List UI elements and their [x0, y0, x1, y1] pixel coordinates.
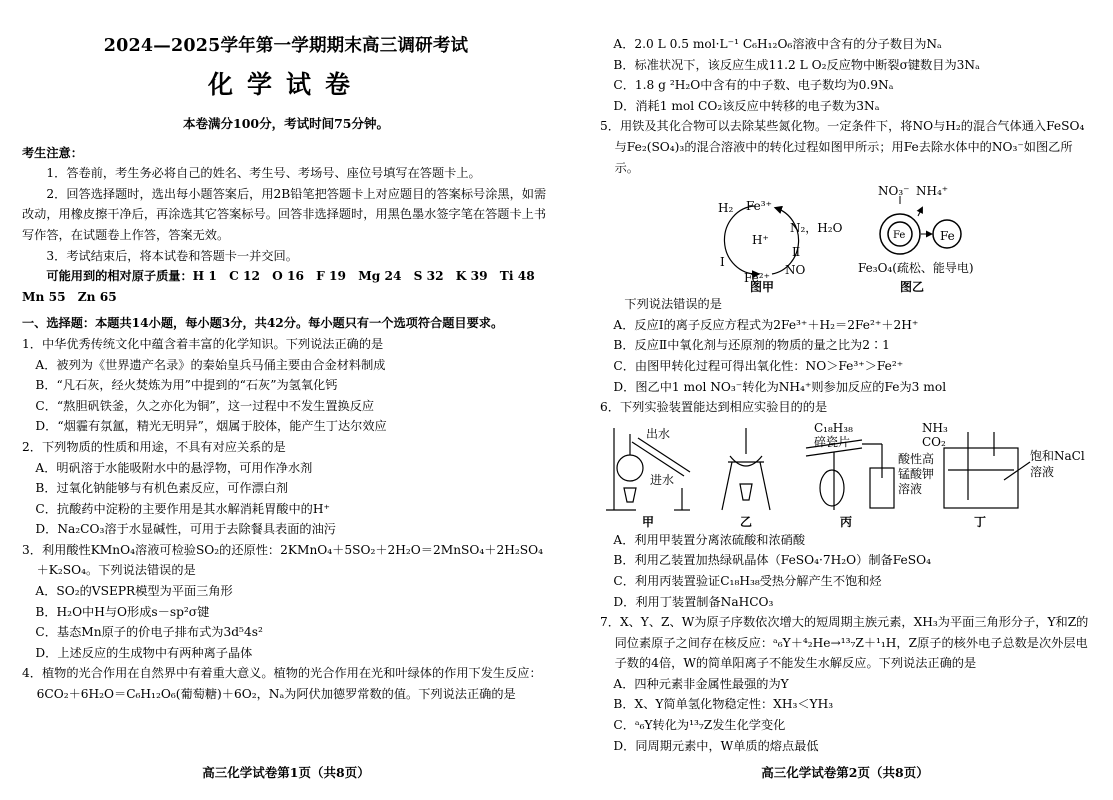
question-5-stem: 5．用铁及其化合物可以去除某些氮化物。一定条件下，将NO与H₂的混合气体通入FeSO₄与Fe₂(SO₄)₃的混合溶液中的转化过程如图甲所示；用Fe去除水体中的NO₃⁻如图乙所示。	[600, 119, 1085, 175]
question-4-option-b: B．标准状况下，该反应生成11.2 L O₂反应物中断裂σ键数目为3Nₐ	[613, 57, 980, 72]
section-title: 一、选择题：本题共14小题，每小题3分，共42分。每小题只有一个选项符合题目要求。	[22, 316, 504, 331]
question-7-option-c: C．ᵃ₆Y转化为¹³₇Z发生化学变化	[613, 718, 786, 733]
apparatus-ding	[944, 432, 1030, 508]
fig-jia-r2: Ⅱ	[792, 245, 801, 260]
label-bing: 丙	[840, 514, 853, 529]
label-nh3: NH₃	[922, 420, 948, 435]
label-ding: 丁	[974, 514, 987, 529]
notice-item-1: 1．答卷前，考生务必将自己的姓名、考生号、考场号、座位号填写在答题卡上。	[46, 166, 481, 181]
question-6-option-c: C．利用丙装置验证C₁₈H₃₈受热分解产生不饱和烃	[613, 573, 882, 588]
question-7-option-a: A．四种元素非金属性最强的为Y	[613, 676, 789, 691]
label-co2: CO₂	[922, 434, 946, 449]
figures-svg	[600, 178, 1090, 294]
question-3-stem: 3．利用酸性KMnO₄溶液可检验SO₂的还原性：2KMnO₄＋5SO₂＋2H₂O＝2MnSO₄＋2H₂SO₄＋K₂SO₄。下列说法错误的是	[22, 542, 543, 578]
fig-yi-nh4: NH₄⁺	[916, 184, 949, 199]
question-4-option-c: C．1.8 g ²H₂O中含有的中子数、电子数均为0.9Nₐ	[613, 78, 894, 93]
fig-yi-no3: NO₃⁻	[878, 184, 910, 199]
question-1-option-a: A．被列为《世界遗产名录》的秦始皇兵马俑主要由合金材料制成	[35, 357, 386, 372]
label-out-water: 出水	[646, 426, 671, 441]
notice-title: 考生注意：	[22, 145, 83, 160]
question-2-stem: 2．下列物质的性质和用途，不具有对应关系的是	[22, 439, 286, 454]
question-1-option-b: B．“凡石灰，经火焚炼为用”中提到的“石灰”为氢氧化钙	[35, 378, 338, 393]
label-in-water: 进水	[650, 472, 675, 487]
exam-title: 2024—2025学年第一学期期末高三调研考试	[103, 36, 469, 56]
page-1	[22, 0, 550, 800]
notice-item-2: 2．回答选择题时，选出每小题答案后，用2B铅笔把答题卡上对应题目的答案标号涂黑，如需改动，用橡皮擦干净后，再涂选其它答案标号。回答非选择题时，用黑色墨水签字笔在答题卡上书写作答，在试题卷上作答，答案无效。	[22, 186, 547, 242]
question-4-option-d: D．消耗1 mol CO₂该反应中转移的电子数为3Nₐ	[613, 98, 880, 113]
question-4-stem: 4．植物的光合作用在自然界中有着重大意义。植物的光合作用在光和叶绿体的作用下发生反应：6CO₂＋6H₂O＝C₆H₁₂O₆(葡萄糖)＋6O₂，Nₐ为阿伏加德罗常数的值。下列说法正确的是	[22, 666, 542, 702]
question-7-stem: 7．X、Y、Z、W为原子序数依次增大的短周期主族元素，XH₃为平面三角形分子，Y和Z的同位素原子之间存在核反应：ᵃ₆Y＋⁴₂He→¹³₇Z＋¹₁H，Z原子的核外电子总数是次外层电子数的4倍，W的简单阳离子不能发生水解反应。下列说法正确的是	[600, 615, 1089, 671]
fig-yi-note: Fe₃O₄(疏松、能导电)	[858, 261, 974, 276]
fig-jia-fe2: Fe²⁺	[744, 271, 770, 286]
fig-yi-fe-outer: Fe	[940, 229, 955, 244]
fig-jia-n2: N₂，H₂O	[790, 221, 843, 236]
fig-jia-h2: H₂	[718, 201, 734, 216]
question-6-apparatus	[600, 418, 1090, 530]
atomic-masses: 可能用到的相对原子质量：H 1 C 12 O 16 F 19 Mg 24 S 32 K 39 Ti 48 Mn 55 Zn 65	[22, 269, 547, 304]
question-5-option-a: A．反应Ⅰ的离子反应方程式为2Fe³⁺＋H₂＝2Fe²⁺＋2H⁺	[613, 317, 919, 332]
question-7-option-d: D．同周期元素中，W单质的熔点最低	[613, 738, 819, 753]
question-3-option-c: C．基态Mn原子的价电子排布式为3d⁵4s²	[35, 625, 263, 640]
fig-yi-fe-inner: Fe	[893, 230, 906, 242]
question-5-figures	[600, 178, 1090, 294]
fig-jia-no: NO	[785, 263, 806, 278]
question-5-option-d: D．图乙中1 mol NO₃⁻转化为NH₄⁺则参加反应的Fe为3 mol	[613, 379, 947, 394]
notice-item-3: 3．考试结束后，将本试卷和答题卡一并交回。	[46, 248, 298, 263]
question-4-option-a: A．2.0 L 0.5 mol·L⁻¹ C₆H₁₂O₆溶液中含有的分子数目为Nₐ	[613, 37, 942, 51]
paper-title: 化学试卷	[207, 70, 364, 99]
question-6-option-a: A．利用甲装置分离浓硫酸和浓硝酸	[613, 532, 806, 547]
exam-info: 本卷满分100分，考试时间75分钟。	[183, 116, 389, 131]
label-yi: 乙	[740, 514, 753, 529]
fig-jia-hplus: H⁺	[752, 233, 769, 248]
question-5-option-c: C．由图甲转化过程可得出氧化性：NO＞Fe³⁺＞Fe²⁺	[613, 358, 904, 373]
question-6-option-b: B．利用乙装置加热绿矾晶体（FeSO₄·7H₂O）制备FeSO₄	[613, 553, 931, 568]
fig-jia-r1: Ⅰ	[720, 255, 725, 270]
page-2	[600, 0, 1090, 800]
label-jia: 甲	[642, 514, 655, 529]
question-6-stem: 6．下列实验装置能达到相应实验目的的是	[600, 400, 828, 415]
question-3-option-b: B．H₂O中H与O形成s－sp²σ键	[35, 604, 210, 619]
fig-yi-caption: 图乙	[900, 280, 925, 295]
page-2-footer: 高三化学试卷第2页（共8页）	[761, 765, 929, 781]
question-3-option-d: D．上述反应的生成物中有两种离子晶体	[35, 645, 253, 660]
label-kmno4: 酸性高锰酸钾溶液	[898, 451, 935, 496]
question-5-option-b: B．反应Ⅱ中氧化剂与还原剂的物质的量之比为2∶1	[613, 338, 890, 353]
label-chips: 碎瓷片	[814, 434, 851, 449]
page-1-footer: 高三化学试卷第1页（共8页）	[202, 765, 370, 781]
question-3-option-a: A．SO₂的VSEPR模型为平面三角形	[35, 584, 233, 599]
label-nacl: 饱和NaCl溶液	[1030, 448, 1085, 479]
question-2-option-d: D．Na₂CO₃溶于水显碱性，可用于去除餐具表面的油污	[35, 522, 336, 537]
question-2-option-b: B．过氧化钠能够与有机色素反应，可作漂白剂	[35, 481, 289, 496]
apparatus-yi	[722, 428, 770, 510]
fig-jia-caption: 图甲	[750, 280, 775, 295]
question-2-option-c: C．抗酸药中淀粉的主要作用是其水解消耗胃酸中的H⁺	[35, 501, 330, 516]
question-6-option-d: D．利用丁装置制备NaHCO₃	[613, 594, 774, 609]
fig-jia-fe3: Fe³⁺	[746, 199, 772, 214]
question-7-option-b: B．X、Y简单氢化物稳定性：XH₃＜YH₃	[613, 697, 834, 712]
label-c18: C₁₈H₃₈	[814, 420, 853, 435]
question-1-option-c: C．“熬胆矾铁釜，久之亦化为铜”，这一过程中不发生置换反应	[35, 398, 375, 413]
question-1-stem: 1．中华优秀传统文化中蕴含着丰富的化学知识。下列说法正确的是	[22, 336, 384, 351]
question-5-lead: 下列说法错误的是	[624, 297, 722, 312]
question-2-option-a: A．明矾溶于水能吸附水中的悬浮物，可用作净水剂	[35, 460, 313, 475]
question-1-option-d: D．“烟霾有氛氲，精光无明异”，烟属于胶体，能产生丁达尔效应	[35, 419, 387, 434]
